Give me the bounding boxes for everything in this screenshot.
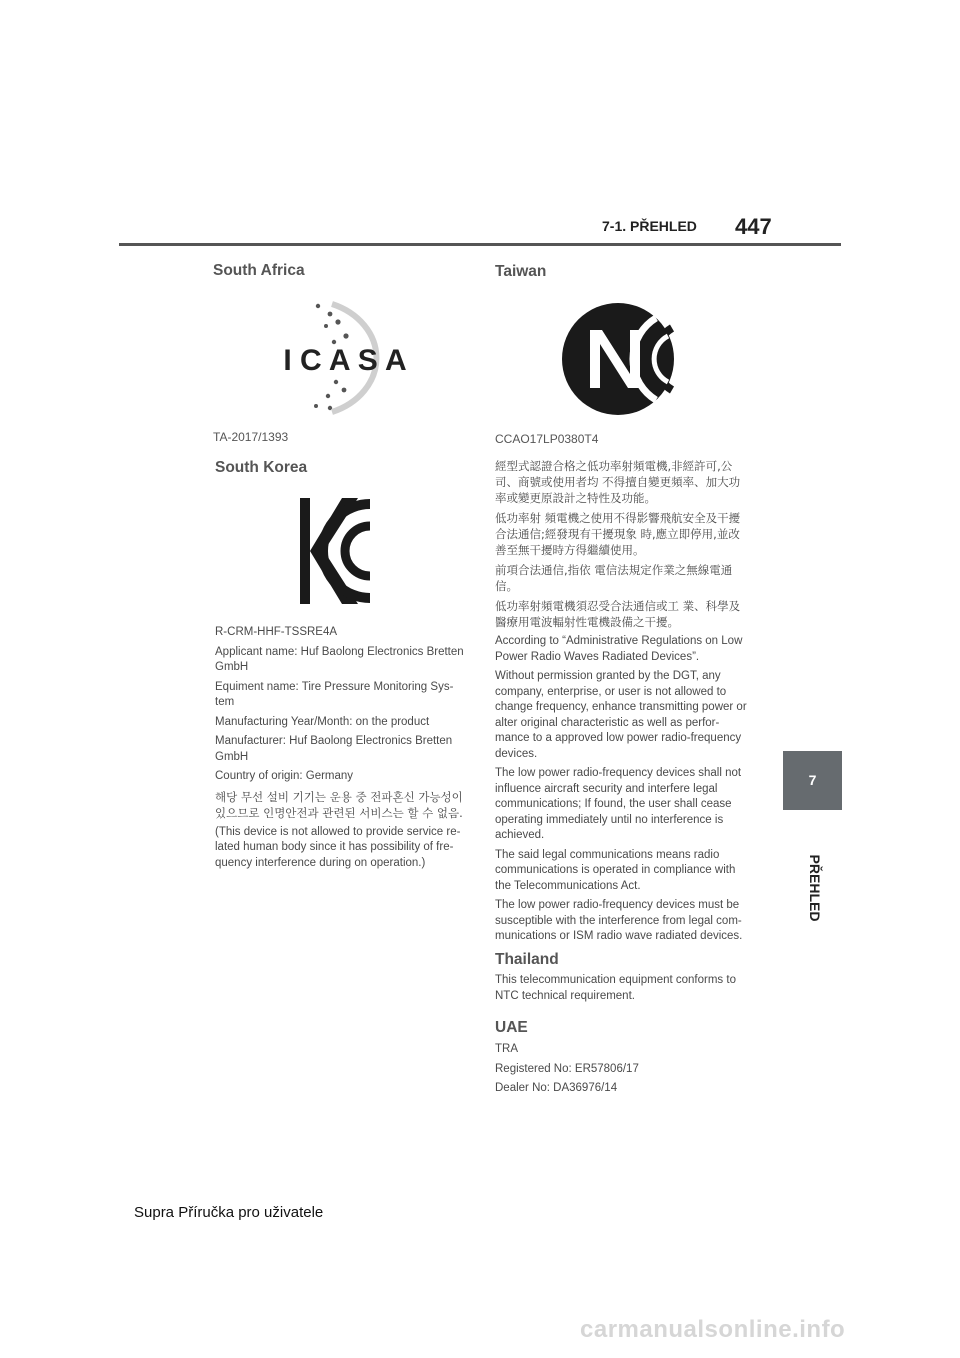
taiwan-paragraph: According to “Administrative Regulations on Low Power Radio Waves Radiated Devices”. bbox=[495, 635, 743, 663]
chapter-tab-label: PŘEHLED bbox=[807, 854, 823, 922]
south-africa-heading: South Africa bbox=[213, 262, 305, 279]
watermark: carmanualsonline.info bbox=[580, 1316, 846, 1343]
footer-text: Supra Příručka pro uživatele bbox=[134, 1204, 324, 1221]
kc-logo bbox=[298, 496, 372, 606]
taiwan-code: CCAO17LP0380T4 bbox=[495, 432, 599, 446]
south-korea-paragraph: 해당 무선 설비 기기는 운용 중 전파혼신 가능성이 있으므로 인명안전과 관련된 서비스는 할 수 없음. bbox=[215, 789, 463, 820]
south-korea-paragraph: Manufacturing Year/Month: on the product bbox=[215, 715, 430, 728]
uae-paragraph: TRA bbox=[495, 1043, 518, 1055]
chapter-tab[interactable]: 7 bbox=[783, 751, 842, 810]
south-korea-paragraph: Equiment name: Tire Pressure Monitoring Sys-tem bbox=[215, 680, 454, 708]
taiwan-paragraph: The low power radio-frequency devices shall not influence aircraft security and interfere legal communications; If found, the user shall cease operating immediately until no interference is achieved. bbox=[495, 767, 742, 841]
south-korea-paragraph: Applicant name: Huf Baolong Electronics Bretten GmbH bbox=[215, 645, 464, 673]
thailand-text bbox=[495, 973, 750, 1008]
taiwan-cjk-paragraph: 經型式認證合格之低功率射頻電機,非經許可,公司、商號或使用者均 不得擅自變更頻率、加大功率或變更原設計之特性及功能。 bbox=[495, 459, 741, 505]
header-rule bbox=[119, 243, 841, 246]
south-korea-paragraph: (This device is not allowed to provide service re-lated human body since it has possibility of fre-quency interference during on operation.) bbox=[215, 825, 461, 869]
taiwan-paragraph: The said legal communications means radio communications is operated in compliance with the Telecommunications Act. bbox=[495, 848, 736, 892]
page-number: 447 bbox=[735, 214, 772, 239]
uae-heading: UAE bbox=[495, 1019, 528, 1036]
uae-text bbox=[495, 1042, 750, 1101]
south-korea-paragraph: R-CRM-HHF-TSSRE4A bbox=[215, 626, 338, 638]
south-korea-paragraph: Manufacturer: Huf Baolong Electronics Bretten GmbH bbox=[215, 735, 453, 763]
taiwan-paragraph: The low power radio-frequency devices must be susceptible with the interference from legal com-munications or ISM radio wave radiated devices. bbox=[495, 899, 743, 942]
south-korea-text bbox=[215, 625, 465, 875]
taiwan-cjk-paragraph: 低功率射頻電機須忍受合法通信或工 業、科學及醫療用電波輻射性電機設備之干擾。 bbox=[495, 599, 741, 629]
south-africa-code: TA-2017/1393 bbox=[213, 430, 289, 444]
thailand-paragraph: This telecommunication equipment conforms to NTC technical requirement. bbox=[495, 974, 736, 1002]
south-korea-heading: South Korea bbox=[215, 459, 308, 476]
taiwan-cjk-paragraph: 低功率射 頻電機之使用不得影響飛航安全及干擾合法通信;經發現有干擾現象 時,應立即停用,並改善至無干擾時方得繼續使用。 bbox=[495, 511, 741, 557]
ncc-logo bbox=[560, 300, 685, 418]
taiwan-cjk-paragraph: 前項合法通信,指依 電信法規定作業之無線電通信。 bbox=[495, 563, 733, 593]
taiwan-paragraph: Without permission granted by the DGT, any company, enterprise, or user is not allowed to change frequency, enhance transmitting power or alter original characteristic as well as perfor-mance to a approved low power radio-frequency devices. bbox=[495, 670, 747, 760]
icasa-logo-text: I C A S A bbox=[283, 344, 407, 377]
section-title: 7-1. PŘEHLED bbox=[602, 218, 697, 234]
taiwan-text bbox=[495, 458, 750, 949]
icasa-logo bbox=[270, 298, 420, 418]
uae-paragraph: Dealer No: DA36976/14 bbox=[495, 1082, 618, 1094]
uae-paragraph: Registered No: ER57806/17 bbox=[495, 1062, 639, 1075]
south-korea-paragraph: Country of origin: Germany bbox=[215, 770, 354, 782]
taiwan-heading: Taiwan bbox=[495, 263, 547, 280]
thailand-heading: Thailand bbox=[495, 951, 559, 968]
